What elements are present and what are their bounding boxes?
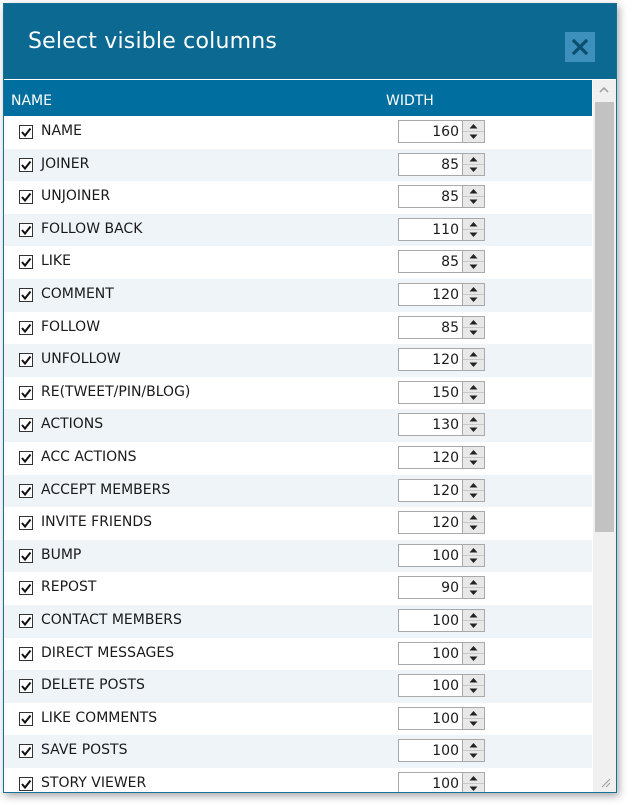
spin-buttons: [462, 643, 484, 664]
width-stepper[interactable]: [398, 381, 485, 404]
chevron-up-icon: [469, 253, 478, 259]
spin-buttons: [462, 773, 484, 792]
column-name-label: NAME: [41, 123, 82, 139]
increment-button[interactable]: [463, 317, 484, 328]
checkmark-icon: [20, 648, 32, 660]
column-name-label: COMMENT: [41, 285, 114, 302]
spin-buttons: [462, 414, 484, 435]
column-row-save-posts: [4, 735, 592, 768]
checkmark-icon: [20, 615, 32, 627]
spin-buttons: [462, 610, 484, 631]
column-name-label: ACTIONS: [41, 416, 104, 433]
visibility-checkbox[interactable]: [19, 744, 33, 758]
increment-button[interactable]: [463, 154, 484, 165]
chevron-down-icon: [469, 460, 478, 466]
chevron-down-icon: [469, 297, 478, 303]
column-row-accept-members: [4, 475, 592, 508]
increment-button[interactable]: [463, 284, 484, 295]
chevron-down-icon: [469, 264, 478, 270]
increment-button[interactable]: [463, 186, 484, 197]
checkmark-icon: [20, 256, 32, 268]
width-value[interactable]: 120: [432, 286, 459, 303]
chevron-down-icon: [469, 558, 478, 564]
column-row-delete-posts: [4, 670, 592, 703]
vertical-scrollbar[interactable]: [593, 80, 616, 792]
column-row-contact-members: [4, 605, 592, 638]
increment-button[interactable]: [463, 251, 484, 262]
column-picker-dialog: [3, 3, 617, 793]
chevron-up-icon: [469, 416, 478, 422]
width-stepper[interactable]: [398, 576, 485, 599]
column-row-joiner: [4, 149, 592, 182]
width-stepper[interactable]: [398, 153, 485, 176]
column-name-label: RE(TWEET/PIN/BLOG): [41, 383, 191, 400]
width-value[interactable]: 100: [432, 645, 459, 662]
width-stepper[interactable]: [398, 772, 485, 792]
checkmark-icon: [20, 485, 32, 497]
column-list: [4, 116, 592, 792]
chevron-up-icon: [469, 319, 478, 325]
checkmark-icon: [20, 159, 32, 171]
visibility-checkbox[interactable]: [19, 125, 33, 139]
width-value[interactable]: 85: [441, 319, 459, 336]
spin-buttons: [462, 447, 484, 468]
column-row-unfollow: [4, 344, 592, 377]
decrement-button[interactable]: [463, 491, 484, 501]
spin-buttons: [462, 186, 484, 207]
visibility-checkbox[interactable]: [19, 647, 33, 661]
increment-button[interactable]: [463, 675, 484, 686]
decrement-button[interactable]: [463, 360, 484, 370]
chevron-up-icon: [469, 156, 478, 162]
visibility-checkbox[interactable]: [19, 255, 33, 269]
checkmark-icon: [20, 550, 32, 562]
increment-button[interactable]: [463, 577, 484, 588]
chevron-down-icon: [469, 590, 478, 596]
visibility-checkbox[interactable]: [19, 451, 33, 465]
decrement-button[interactable]: [463, 751, 484, 761]
visibility-checkbox[interactable]: [19, 712, 33, 726]
checkmark-icon: [20, 713, 32, 725]
decrement-button[interactable]: [463, 132, 484, 142]
width-value[interactable]: 85: [441, 189, 459, 206]
checkmark-icon: [20, 126, 32, 138]
width-value[interactable]: 85: [441, 254, 459, 271]
chevron-up-icon: [469, 547, 478, 553]
visibility-checkbox[interactable]: [19, 223, 33, 237]
chevron-up-icon: [469, 123, 478, 129]
scroll-up-arrow-icon[interactable]: [597, 84, 611, 96]
scrollbar-thumb[interactable]: [595, 102, 614, 532]
visibility-checkbox[interactable]: [19, 777, 33, 791]
checkmark-icon: [20, 452, 32, 464]
decrement-button[interactable]: [463, 621, 484, 631]
chevron-down-icon: [469, 753, 478, 759]
increment-button[interactable]: [463, 773, 484, 784]
increment-button[interactable]: [463, 480, 484, 491]
width-value[interactable]: 100: [432, 547, 459, 564]
chevron-up-icon: [469, 221, 478, 227]
checkmark-icon: [20, 778, 32, 790]
decrement-button[interactable]: [463, 784, 484, 792]
close-icon: [572, 39, 588, 55]
checkmark-icon: [20, 582, 32, 594]
checkmark-icon: [20, 289, 32, 301]
column-name-label: LIKE COMMENTS: [41, 709, 158, 726]
column-row-bump: [4, 540, 592, 573]
visibility-checkbox[interactable]: [19, 549, 33, 563]
column-name-label: ACCEPT MEMBERS: [41, 481, 171, 498]
width-stepper[interactable]: [398, 642, 485, 665]
chevron-up-icon: [469, 677, 478, 683]
width-value[interactable]: 120: [432, 352, 459, 369]
increment-button[interactable]: [463, 414, 484, 425]
spin-buttons: [462, 675, 484, 696]
spin-buttons: [462, 480, 484, 501]
visibility-checkbox[interactable]: [19, 614, 33, 628]
chevron-up-icon: [469, 188, 478, 194]
visibility-checkbox[interactable]: [19, 158, 33, 172]
spin-buttons: [462, 382, 484, 403]
chevron-down-icon: [469, 362, 478, 368]
column-row-unjoiner: [4, 181, 592, 214]
checkmark-icon: [20, 322, 32, 334]
checkmark-icon: [20, 354, 32, 366]
increment-button[interactable]: [463, 545, 484, 556]
checkmark-icon: [20, 745, 32, 757]
width-value[interactable]: 120: [432, 515, 459, 532]
width-value[interactable]: 90: [441, 580, 459, 597]
increment-button[interactable]: [463, 382, 484, 393]
decrement-button[interactable]: [463, 393, 484, 403]
increment-button[interactable]: [463, 121, 484, 132]
column-row-repost: [4, 572, 592, 605]
visibility-checkbox[interactable]: [19, 679, 33, 693]
decrement-button[interactable]: [463, 425, 484, 435]
increment-button[interactable]: [463, 349, 484, 360]
column-name-label: DIRECT MESSAGES: [41, 644, 175, 661]
checkmark-icon: [20, 419, 32, 431]
column-name-label: JOINER: [41, 155, 90, 172]
width-stepper[interactable]: [398, 413, 485, 436]
visibility-checkbox[interactable]: [19, 190, 33, 204]
chevron-up-icon: [469, 775, 478, 781]
dialog-title: Select visible columns: [28, 29, 278, 54]
visibility-checkbox[interactable]: [19, 418, 33, 432]
spin-buttons: [462, 740, 484, 761]
width-value[interactable]: 110: [432, 221, 459, 238]
width-stepper[interactable]: [398, 218, 485, 241]
decrement-button[interactable]: [463, 165, 484, 175]
width-stepper[interactable]: [398, 609, 485, 632]
decrement-button[interactable]: [463, 328, 484, 338]
width-stepper[interactable]: [398, 250, 485, 273]
column-row-comment: [4, 279, 592, 312]
decrement-button[interactable]: [463, 262, 484, 272]
chevron-up-icon: [469, 286, 478, 292]
increment-button[interactable]: [463, 447, 484, 458]
spin-buttons: [462, 284, 484, 305]
decrement-button[interactable]: [463, 230, 484, 240]
checkmark-icon: [20, 224, 32, 236]
visibility-checkbox[interactable]: [19, 516, 33, 530]
decrement-button[interactable]: [463, 686, 484, 696]
chevron-down-icon: [469, 199, 478, 205]
width-stepper[interactable]: [398, 283, 485, 306]
checkmark-icon: [20, 387, 32, 399]
chevron-down-icon: [469, 134, 478, 140]
chevron-down-icon: [469, 493, 478, 499]
increment-button[interactable]: [463, 708, 484, 719]
width-stepper[interactable]: [398, 446, 485, 469]
column-name-label: SAVE POSTS: [41, 742, 128, 759]
column-name-label: STORY VIEWER: [41, 774, 147, 791]
visibility-checkbox[interactable]: [19, 288, 33, 302]
checkmark-icon: [20, 517, 32, 529]
column-row-acc-actions: [4, 442, 592, 475]
resize-grip-icon[interactable]: [598, 775, 612, 789]
width-value[interactable]: 100: [432, 775, 459, 792]
column-row-like-comments: [4, 703, 592, 736]
chevron-up-icon: [469, 579, 478, 585]
decrement-button[interactable]: [463, 295, 484, 305]
spin-buttons: [462, 251, 484, 272]
column-row-actions: [4, 409, 592, 442]
increment-button[interactable]: [463, 610, 484, 621]
width-value[interactable]: 150: [432, 384, 459, 401]
spin-buttons: [462, 317, 484, 338]
checkmark-icon: [20, 191, 32, 203]
decrement-button[interactable]: [463, 588, 484, 598]
visibility-checkbox[interactable]: [19, 386, 33, 400]
column-name-label: FOLLOW BACK: [41, 220, 143, 237]
width-value[interactable]: 100: [432, 678, 459, 695]
width-value[interactable]: 85: [441, 156, 459, 173]
chevron-down-icon: [469, 395, 478, 401]
chevron-down-icon: [469, 721, 478, 727]
width-stepper[interactable]: [398, 185, 485, 208]
column-name-label: UNFOLLOW: [41, 351, 121, 368]
chevron-up-icon: [469, 514, 478, 520]
visibility-checkbox[interactable]: [19, 484, 33, 498]
increment-button[interactable]: [463, 219, 484, 230]
column-row-follow-back: [4, 214, 592, 247]
column-row-invite-friends: [4, 507, 592, 540]
spin-buttons: [462, 512, 484, 533]
column-name-label: DELETE POSTS: [41, 677, 145, 694]
column-name-label: LIKE: [41, 253, 71, 270]
spin-buttons: [462, 708, 484, 729]
column-name-label: BUMP: [41, 546, 82, 563]
chevron-up-icon: [469, 742, 478, 748]
column-name-label: ACC ACTIONS: [41, 448, 137, 465]
width-stepper[interactable]: [398, 479, 485, 502]
chevron-down-icon: [469, 525, 478, 531]
increment-button[interactable]: [463, 740, 484, 751]
spin-buttons: [462, 154, 484, 175]
decrement-button[interactable]: [463, 197, 484, 207]
decrement-button[interactable]: [463, 556, 484, 566]
column-row-like: [4, 246, 592, 279]
chevron-down-icon: [469, 232, 478, 238]
title-bar: [4, 4, 616, 79]
chevron-up-icon: [469, 710, 478, 716]
chevron-up-icon: [469, 612, 478, 618]
column-row-story-viewer: [4, 768, 592, 792]
width-value[interactable]: 160: [432, 124, 459, 140]
visibility-checkbox[interactable]: [19, 581, 33, 595]
chevron-up-icon: [469, 449, 478, 455]
width-value[interactable]: 100: [432, 710, 459, 727]
decrement-button[interactable]: [463, 458, 484, 468]
chevron-down-icon: [469, 688, 478, 694]
column-name-label: FOLLOW: [41, 318, 101, 335]
increment-button[interactable]: [463, 512, 484, 523]
width-value[interactable]: 100: [432, 612, 459, 629]
width-value[interactable]: 120: [432, 482, 459, 499]
width-value[interactable]: 130: [432, 417, 459, 434]
column-name-label: CONTACT MEMBERS: [41, 611, 182, 628]
visibility-checkbox[interactable]: [19, 321, 33, 335]
decrement-button[interactable]: [463, 719, 484, 729]
width-value[interactable]: 120: [432, 449, 459, 466]
width-stepper[interactable]: [398, 674, 485, 697]
column-header-row: [4, 80, 592, 116]
chevron-up-icon: [469, 645, 478, 651]
width-stepper[interactable]: [398, 316, 485, 339]
column-row-direct-messages: [4, 638, 592, 671]
spin-buttons: [462, 577, 484, 598]
spin-buttons: [462, 545, 484, 566]
width-stepper[interactable]: [398, 739, 485, 762]
width-stepper[interactable]: [398, 120, 485, 143]
close-button[interactable]: [565, 32, 595, 62]
column-name-label: REPOST: [41, 579, 97, 596]
width-stepper[interactable]: [398, 707, 485, 730]
chevron-down-icon: [469, 656, 478, 662]
chevron-down-icon: [469, 427, 478, 433]
increment-button[interactable]: [463, 643, 484, 654]
chevron-up-icon: [469, 351, 478, 357]
header-width: WIDTH: [386, 93, 434, 109]
chevron-down-icon: [469, 167, 478, 173]
spin-buttons: [462, 219, 484, 240]
column-row-name: [4, 116, 592, 149]
visibility-checkbox[interactable]: [19, 353, 33, 367]
spin-buttons: [462, 121, 484, 142]
chevron-down-icon: [469, 330, 478, 336]
width-stepper[interactable]: [398, 544, 485, 567]
width-stepper[interactable]: [398, 348, 485, 371]
column-row-follow: [4, 312, 592, 345]
decrement-button[interactable]: [463, 523, 484, 533]
chevron-down-icon: [469, 786, 478, 792]
spin-buttons: [462, 349, 484, 370]
chevron-up-icon: [469, 482, 478, 488]
width-value[interactable]: 100: [432, 743, 459, 760]
chevron-down-icon: [469, 623, 478, 629]
column-name-label: UNJOINER: [41, 188, 111, 205]
width-stepper[interactable]: [398, 511, 485, 534]
chevron-up-icon: [469, 384, 478, 390]
column-row-re-tweet-pin-blog: [4, 377, 592, 410]
header-name: NAME: [11, 93, 52, 109]
column-name-label: INVITE FRIENDS: [41, 514, 153, 531]
decrement-button[interactable]: [463, 654, 484, 664]
checkmark-icon: [20, 680, 32, 692]
